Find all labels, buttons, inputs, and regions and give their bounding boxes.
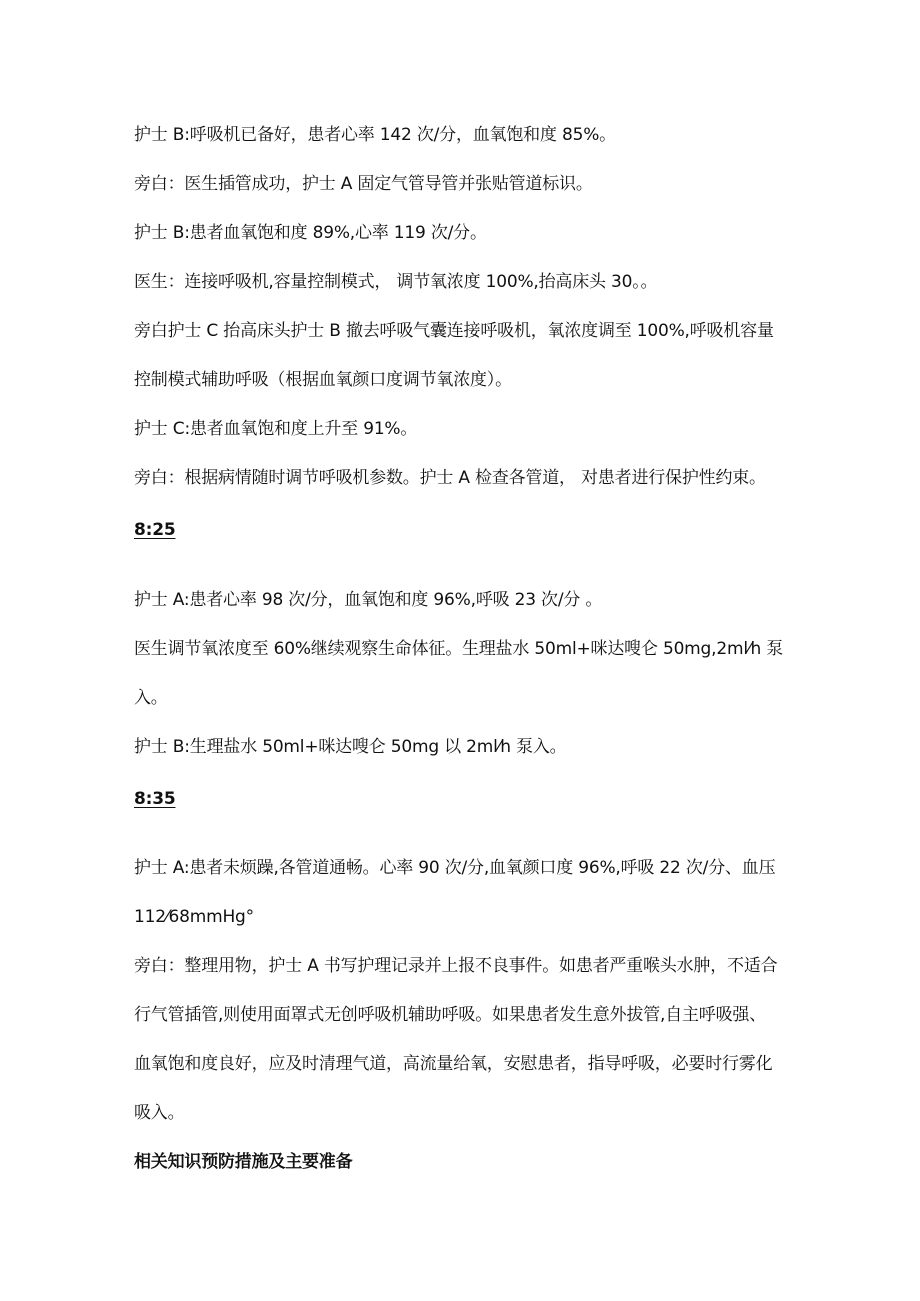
paragraph: 护士 A:患者未烦躁,各管道通畅。心率 90 次/分,血氧颜口度 96%,呼吸 22 次/分、血压 bbox=[134, 858, 776, 878]
paragraph: 医生：连接呼吸机,容量控制模式， 调节氧浓度 100%,抬高床头 30。。 bbox=[134, 272, 658, 292]
paragraph: 护士 B:生理盐水 50ml+咪达嗖仑 50mg 以 2ml⁄h 泵入。 bbox=[134, 737, 567, 757]
paragraph: 医生调节氧浓度至 60%继续观察生命体征。生理盐水 50ml+咪达嗖仑 50mg,2ml⁄h 泵 bbox=[134, 639, 784, 659]
timestamp-heading: 8:35 bbox=[134, 789, 176, 809]
paragraph-continuation: 112⁄68mmHg° bbox=[134, 907, 254, 927]
paragraph: 旁白：根据病情随时调节呼吸机参数。护士 A 检查各管道， 对患者进行保护性约束。 bbox=[134, 468, 766, 488]
section-heading: 相关知识预防措施及主要准备 bbox=[134, 1152, 353, 1172]
paragraph-continuation: 吸入。 bbox=[134, 1103, 185, 1123]
paragraph-continuation: 血氧饱和度良好，应及时清理气道，高流量给氧，安慰患者，指导呼吸，必要时行雾化 bbox=[134, 1054, 773, 1074]
paragraph: 护士 C:患者血氧饱和度上升至 91%。 bbox=[134, 419, 418, 439]
paragraph-continuation: 入。 bbox=[134, 688, 168, 708]
paragraph: 旁白：医生插管成功，护士 A 固定气管导管并张贴管道标识。 bbox=[134, 174, 593, 194]
paragraph-continuation: 控制模式辅助呼吸（根据血氧颜口度调节氧浓度）。 bbox=[134, 370, 512, 390]
paragraph: 护士 B:呼吸机已备好，患者心率 142 次/分，血氧饱和度 85%。 bbox=[134, 125, 616, 145]
paragraph: 护士 B:患者血氧饱和度 89%,心率 119 次/分。 bbox=[134, 223, 487, 243]
paragraph: 旁白护士 C 抬高床头护士 B 撤去呼吸气囊连接呼吸机，氧浓度调至 100%,呼吸机容量 bbox=[134, 321, 774, 341]
paragraph: 旁白：整理用物，护士 A 书写护理记录并上报不良事件。如患者严重喉头水肿，不适合 bbox=[134, 956, 778, 976]
paragraph-continuation: 行气管插管,则使用面罩式无创呼吸机辅助呼吸。如果患者发生意外拔管,自主呼吸强、 bbox=[134, 1005, 767, 1025]
timestamp-heading: 8:25 bbox=[134, 520, 176, 540]
paragraph: 护士 A:患者心率 98 次/分，血氧饱和度 96%,呼吸 23 次/分 。 bbox=[134, 590, 603, 610]
